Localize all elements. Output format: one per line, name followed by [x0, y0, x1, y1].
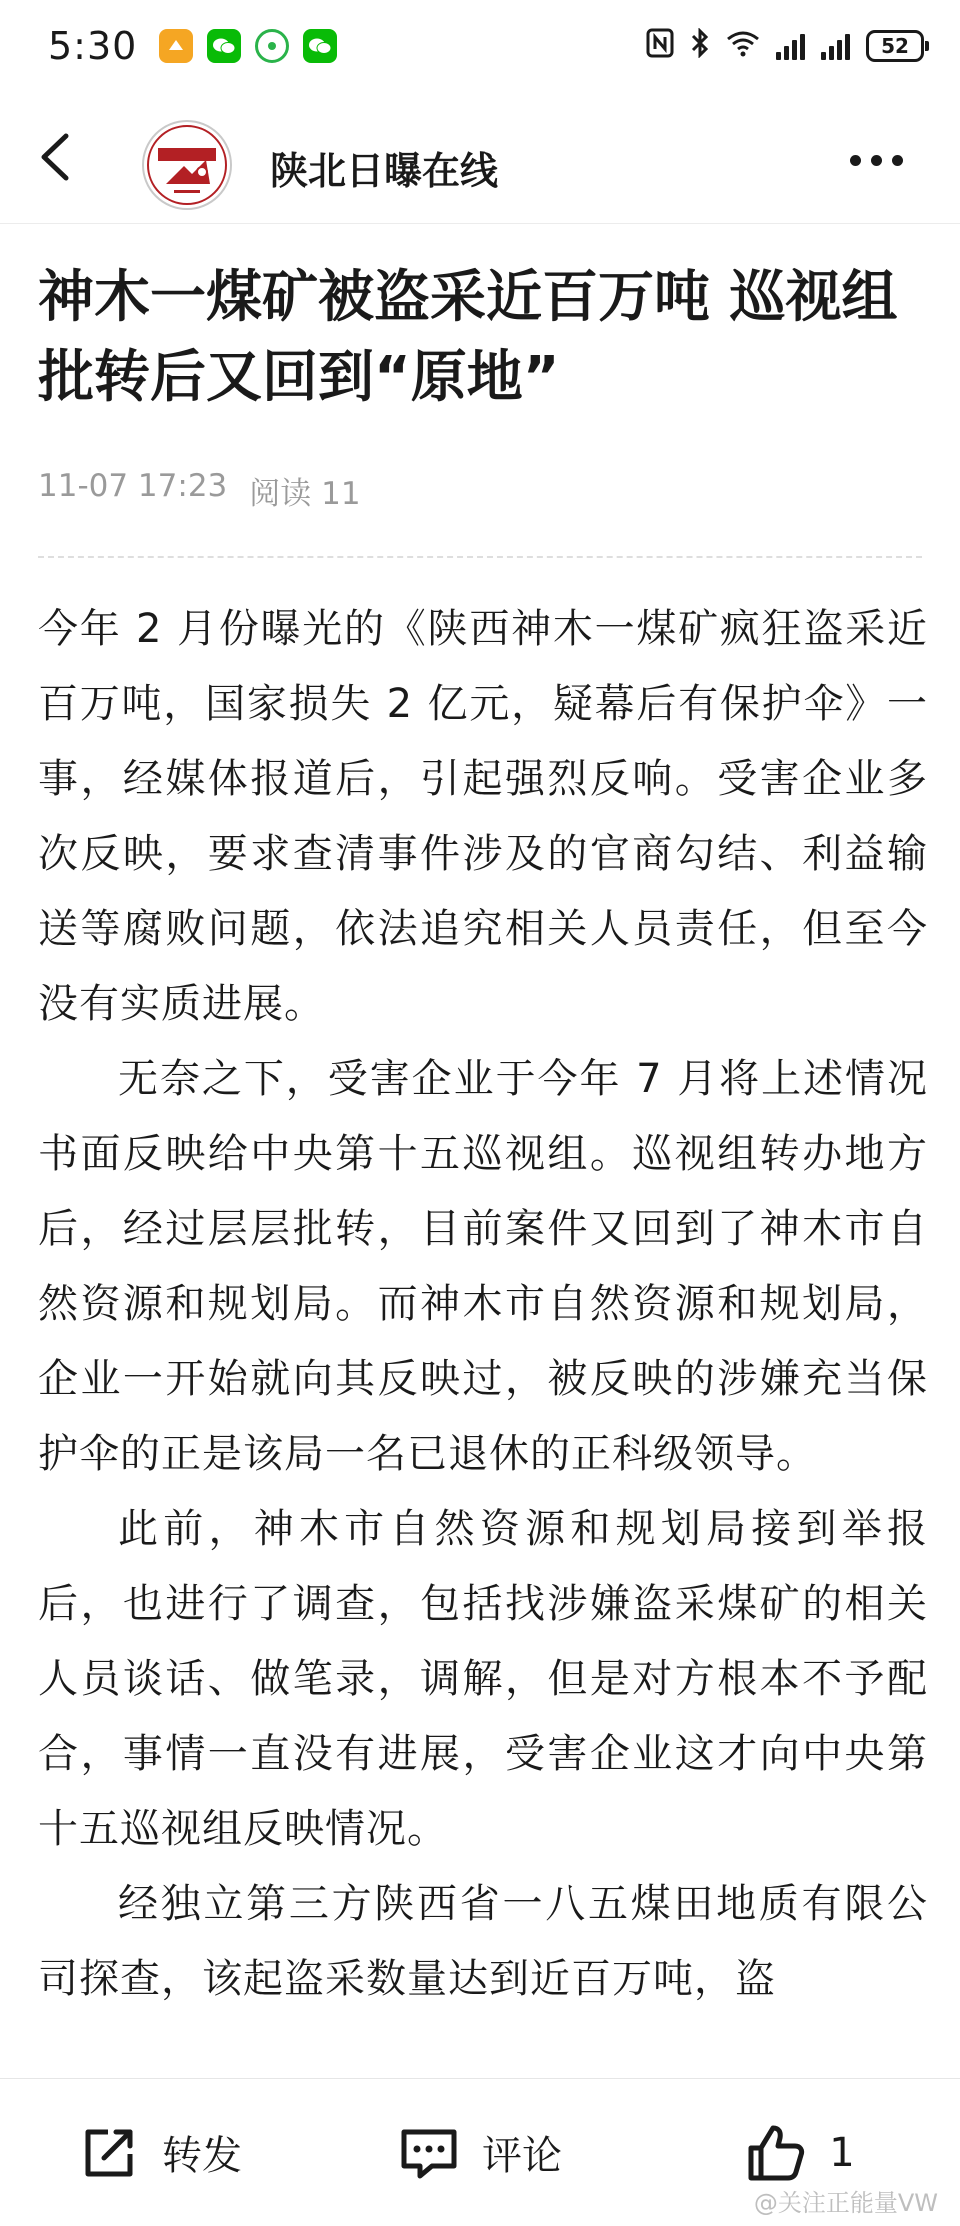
read-count: 阅读 11 [249, 476, 361, 512]
account-name[interactable]: 陕北日曝在线 [270, 149, 499, 193]
comment-icon [398, 2122, 460, 2184]
article-paragraph: 今年 2 月份曝光的《陕西神木一煤矿疯狂盗采近百万吨，国家损失 2 亿元，疑幕后有保护伞》一事，经媒体报道后，引起强烈反响。受害企业多次反映，要求查清事件涉及的官商勾结、利益输送等腐败问题，依法追究相关人员责任，但至今没有实质进展。 [38, 606, 928, 1027]
status-time: 5:30 [48, 24, 138, 68]
bluetooth-icon [690, 28, 710, 65]
account-logo-icon [144, 122, 230, 208]
app-header [0, 92, 960, 224]
system-icons [646, 28, 924, 65]
back-button[interactable] [26, 122, 86, 192]
signal-icon [821, 32, 850, 60]
like-button[interactable] [640, 2122, 960, 2184]
wifi-icon [726, 29, 760, 64]
article-title: 神木一煤矿被盗采近百万吨 巡视组批转后又回到“原地” [38, 265, 898, 410]
more-dot-icon [892, 155, 903, 166]
more-dot-icon [850, 155, 861, 166]
divider [38, 556, 922, 558]
share-button[interactable] [0, 2122, 320, 2184]
comment-label: 评论 [482, 2133, 562, 2179]
bottom-action-bar [0, 2078, 960, 2226]
orange-app-icon [159, 29, 193, 63]
battery-icon [866, 30, 924, 62]
nfc-icon [646, 28, 674, 65]
wechat-icon [207, 29, 241, 63]
more-dot-icon [871, 155, 882, 166]
notification-icons [159, 29, 337, 63]
signal-icon [776, 32, 805, 60]
green-app-icon [255, 29, 289, 63]
share-label: 转发 [162, 2133, 242, 2179]
account-logo[interactable] [142, 120, 232, 210]
share-icon [78, 2122, 140, 2184]
article-body [38, 592, 928, 2066]
article-meta [38, 468, 361, 513]
article-paragraph: 此前，神木市自然资源和规划局接到举报后，也进行了调查，包括找涉嫌盗采煤矿的相关人员谈话、做笔录，调解，但是对方根本不予配合，事情一直没有进展，受害企业这才向中央第十五巡视组反映情况。 [38, 1506, 928, 1852]
thumbs-up-icon [745, 2122, 807, 2184]
publish-date: 11-07 17:23 [38, 468, 228, 504]
chevron-left-icon [26, 122, 86, 192]
wechat-icon [303, 29, 337, 63]
like-count: 1 [829, 2129, 855, 2176]
article-paragraph: 无奈之下，受害企业于今年 7 月将上述情况书面反映给中央第十五巡视组。巡视组转办地方后，经过层层批转，目前案件又回到了神木市自然资源和规划局。而神木市自然资源和规划局，企业一开始就向其反映过，被反映的涉嫌充当保护伞的正是该局一名已退休的正科级领导。 [38, 1056, 928, 1477]
battery-level: 52 [881, 34, 909, 58]
comment-button[interactable] [320, 2122, 640, 2184]
more-options-button[interactable] [850, 140, 920, 180]
article-paragraph: 经独立第三方陕西省一八五煤田地质有限公司探查，该起盗采数量达到近百万吨，盗 [38, 1881, 928, 2002]
watermark: @关注正能量VW [753, 2189, 938, 2217]
status-bar [0, 0, 960, 92]
